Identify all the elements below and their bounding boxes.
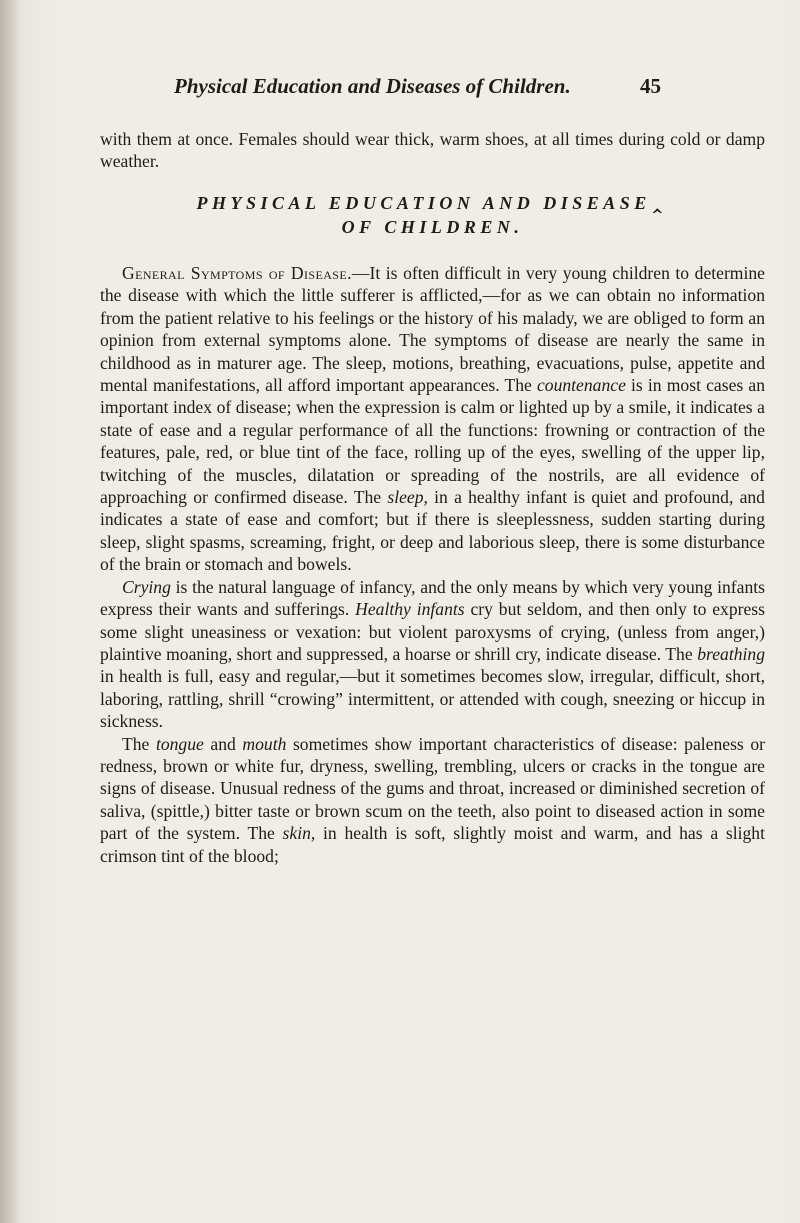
body-paragraph: [100, 262, 765, 576]
run-in-heading: General Symptoms of Disease.: [122, 263, 352, 283]
text-run: The: [122, 733, 156, 754]
section-title-line-2: OF CHILDREN.: [341, 217, 524, 237]
page-gutter-shadow: [0, 0, 20, 1223]
text-run: in health is full, easy and regular,—but it sometimes becomes slow, irregular, difficult, short, laboring, rattling, shrill “crowing” intermittent, or attended with cough, sneezing or hiccup in sickness.: [100, 666, 765, 732]
opening-paragraph: [100, 128, 765, 173]
italic-term: Healthy infants: [355, 599, 465, 620]
italic-term: skin,: [282, 823, 316, 844]
section-title-line-1: PHYSICAL EDUCATION AND DISEASE‸: [196, 193, 669, 213]
running-title: Physical Education and Diseases of Children.: [174, 74, 571, 98]
text-run: sometimes show important characteristics of disease: paleness or redness, brown or white fur, dryness, swelling, trembling, ulcers or cracks in the tongue are signs of disease. Unusual redness of the gums and throat, increased or diminished secretion of saliva, (spittle,) bitter taste or brown scum on the teeth, also point to diseased action in some part of the system. The: [100, 733, 766, 844]
text-run: cry but seldom, and then only to express some slight uneasiness or vexation: but violent paroxysms of crying, (unless from anger,) plaintive moaning, short and suppressed, a hoarse or shrill cry, indicate disease. The: [100, 599, 766, 664]
text-run: is in most cases an important index of disease; when the expression is calm or lighted up by a smile, it indicates a state of ease and a regular performance of all the functions: frowning or contraction of the features, pale, red, or blue tint of the face, rolling up of the eyes, swelling of the upper lip, twitching of the muscles, dilatation or spreading of the nostrils, are all evidence of approaching or confirmed disease. The: [100, 375, 765, 508]
text-run: in a healthy infant is quiet and profound, and indicates a state of ease and comfort; but if there is sleeplessness, sudden starting during sleep, slight spasms, screaming, fright, or deep and laborious sleep, there is some disturbance of the brain or stomach and bowels.: [100, 487, 765, 575]
italic-term: tongue: [155, 733, 204, 754]
opening-text: with them at once. Females should wear thick, warm shoes, at all times during cold or damp weather.: [100, 129, 765, 172]
page-number: 45: [640, 74, 661, 98]
text-run: —It is often difficult in very young children to determine the disease with which the little sufferer is afflicted,—for as we can obtain no information from the patient relative to his feelings or the history of his malady, we are obliged to form an opinion from external symptoms alone. The symptoms of disease are nearly the same in childhood as in maturer age. The sleep, motions, breathing, evacuations, pulse, appetite and mental manifestations, all afford important appearances. The: [100, 263, 765, 396]
text-run: in health is soft, slightly moist and warm, and has a slight crimson tint of the blood;: [100, 823, 765, 866]
text-run: is the natural language of infancy, and the only means by which very young infants express their wants and sufferings.: [100, 576, 765, 620]
italic-term: breathing: [697, 643, 765, 664]
italic-term: countenance: [536, 375, 626, 396]
section-title: [100, 191, 765, 239]
italic-term: sleep,: [387, 487, 428, 508]
body-paragraph: [100, 576, 765, 733]
text-run: and: [203, 733, 243, 754]
italic-term: Crying: [122, 576, 171, 597]
body-text: [100, 262, 765, 867]
italic-term: mouth: [242, 733, 287, 754]
body-paragraph: [100, 733, 765, 867]
